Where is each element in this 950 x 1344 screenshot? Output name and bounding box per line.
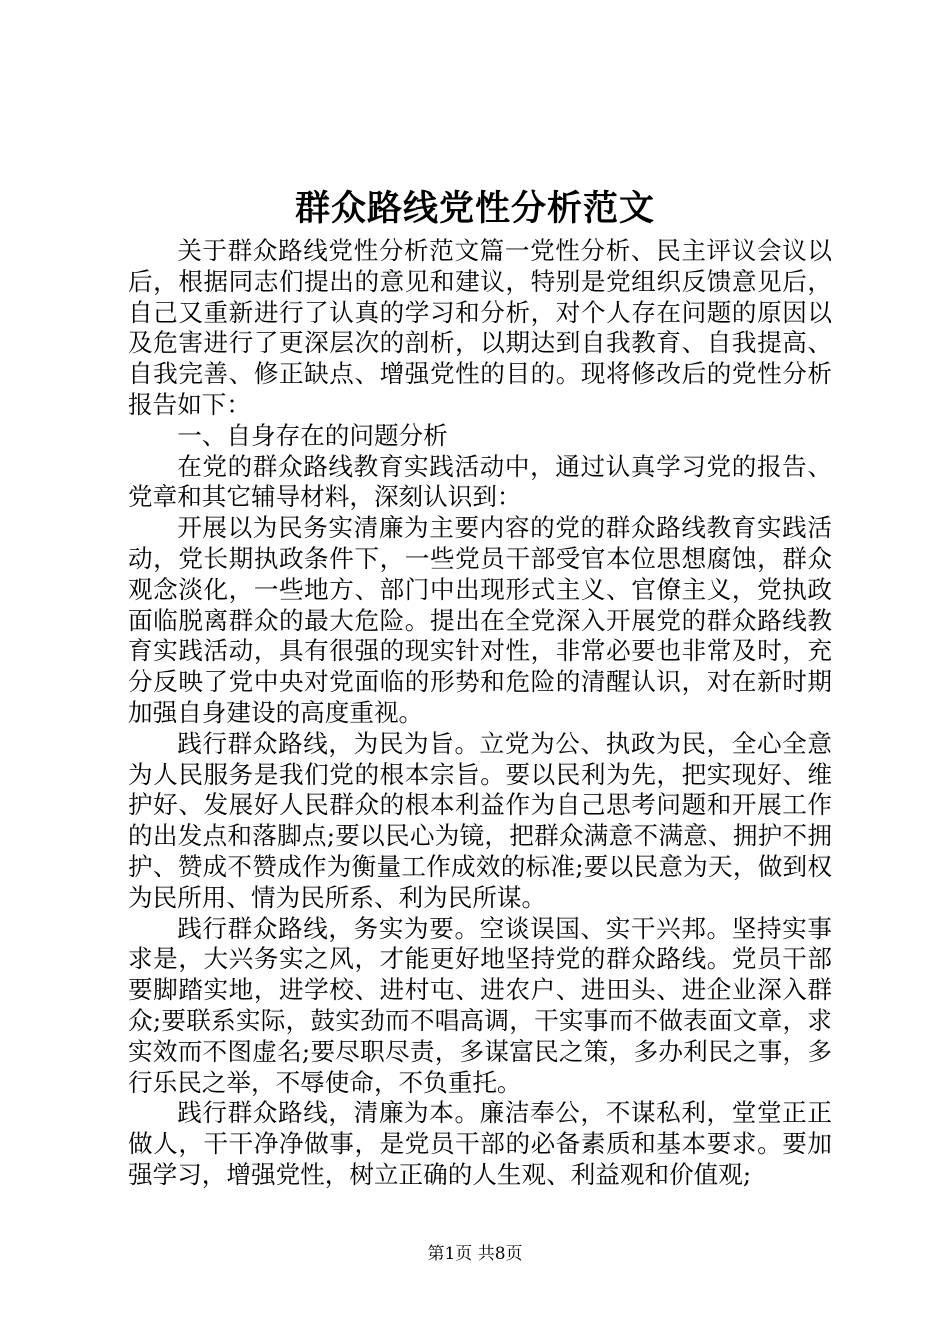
- document-title: 群众路线党性分析范文: [294, 188, 655, 229]
- paragraph-campaign: 开展以为民务实清廉为主要内容的党的群众路线教育实践活动，党长期执政条件下，一些党员干部受官本位思想腐蚀，群众观念淡化，一些地方、部门中出现形式主义、官僚主义，党执政面临脱离群众的最大危险。提出在全党深入开展党的群众路线教育实践活动，具有很强的现实针对性，非常必要也非常及时，充分反映了党中央对党面临的形势和危险的清醒认识，对在新时期加强自身建设的高度重视。: [128, 513, 832, 727]
- section-heading: 一、自身存在的问题分析: [177, 420, 448, 450]
- paragraph-integrity: 践行群众路线，清廉为本。廉洁奉公，不谋私利，堂堂正正做人，干干净净做事，是党员干部的必备素质和基本要求。要加强学习，增强党性，树立正确的人生观、利益观和价值观;: [128, 1098, 832, 1189]
- document-body: [128, 236, 832, 1191]
- paragraph-intro: 关于群众路线党性分析范文篇一党性分析、民主评议会议以后，根据同志们提出的意见和建议，特别是党组织反馈意见后，自己又重新进行了认真的学习和分析，对个人存在问题的原因以及危害进行了更深层次的剖析，以期达到自我教育、自我提高、自我完善、修正缺点、增强党性的目的。现将修改后的党性分析报告如下：: [128, 236, 832, 419]
- page-number-footer: 第1页 共8页: [427, 1244, 523, 1264]
- paragraph-pragmatism: 践行群众路线，务实为要。空谈误国、实干兴邦。坚持实事求是，大兴务实之风，才能更好地坚持党的群众路线。党员干部要脚踏实地，进学校、进村屯、进农户、进田头、进企业深入群众;要联系实际，鼓实劲而不唱高调，干实事而不做表面文章，求实效而不图虚名;要尽职尽责，多谋富民之策，多办利民之事，多行乐民之举，不辱使命，不负重托。: [128, 913, 832, 1097]
- paragraph-people-first: 践行群众路线，为民为旨。立党为公、执政为民，全心全意为人民服务是我们党的根本宗旨。要以民利为先，把实现好、维护好、发展好人民群众的根本利益作为自己思考问题和开展工作的出发点和落脚点;要以民心为镜，把群众满意不满意、拥护不拥护、赞成不赞成作为衡量工作成效的标准;要以民意为天，做到权为民所用、情为民所系、利为民所谋。: [128, 728, 832, 912]
- paragraph-study: 在党的群众路线教育实践活动中，通过认真学习党的报告、党章和其它辅导材料，深刻认识到：: [128, 451, 832, 512]
